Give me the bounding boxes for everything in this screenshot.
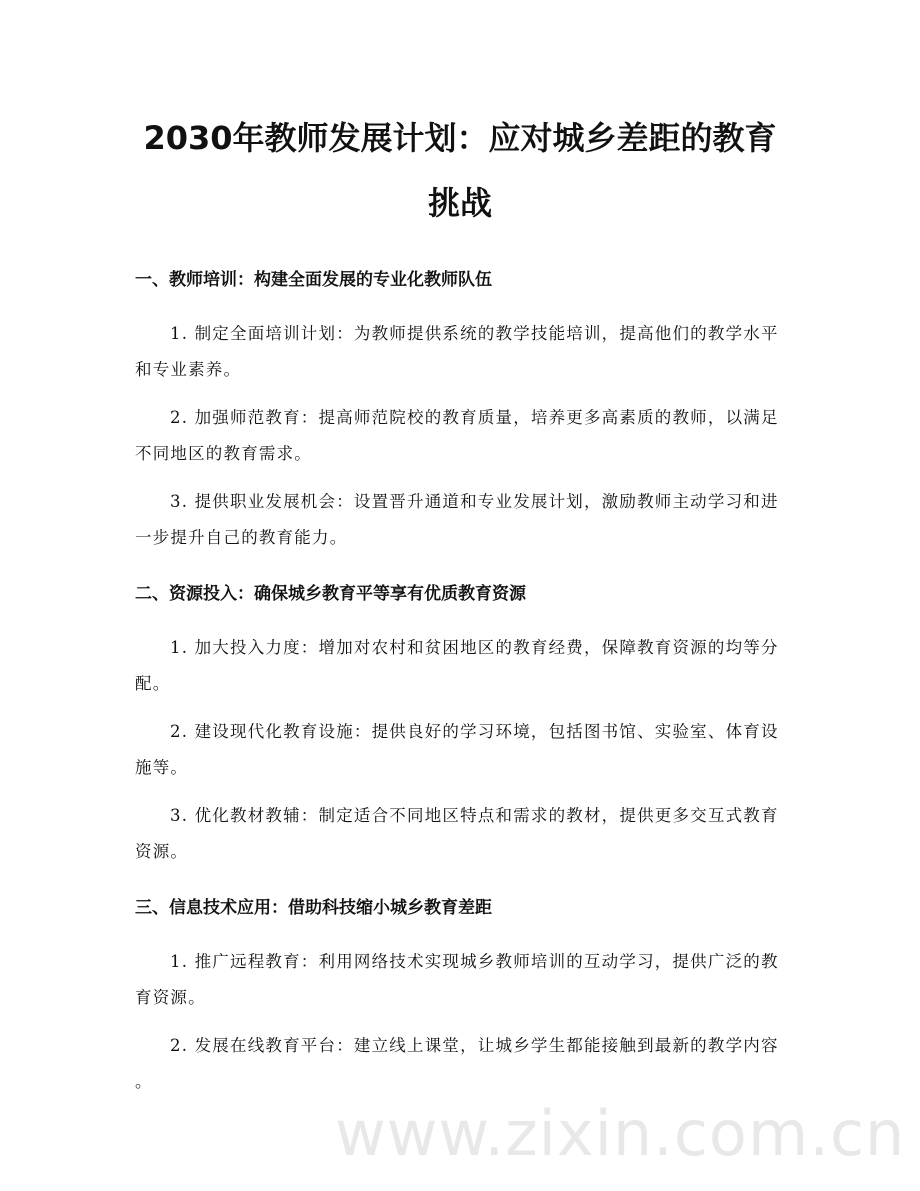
- paragraph: [135, 630, 785, 702]
- paragraph: [135, 798, 785, 870]
- document-page: [135, 0, 785, 1112]
- paragraph-line: 2. 加强师范教育：提高师范院校的教育质量，培养更多高素质的教师，以满足: [170, 408, 779, 427]
- paragraph: [135, 316, 785, 388]
- paragraph-line: 3. 提供职业发展机会：设置晋升通道和专业发展计划，激励教师主动学习和进: [170, 492, 779, 511]
- paragraph: [135, 714, 785, 786]
- paragraph-line: 3. 优化教材教辅：制定适合不同地区特点和需求的教材，提供更多交互式教育: [170, 806, 779, 825]
- paragraph: [135, 400, 785, 472]
- paragraph-line: 和专业素养。: [135, 360, 242, 379]
- paragraph-line: 1. 推广远程教育：利用网络技术实现城乡教师培训的互动学习，提供广泛的教: [170, 952, 779, 971]
- paragraph: [135, 1028, 785, 1100]
- paragraph-line: 不同地区的教育需求。: [135, 444, 312, 463]
- document-title: [135, 0, 785, 236]
- section-heading-resource-investment: 二、资源投入：确保城乡教育平等享有优质教育资源: [135, 584, 526, 604]
- paragraph-line: 2. 建设现代化教育设施：提供良好的学习环境，包括图书馆、实验室、体育设: [170, 722, 779, 741]
- paragraph-line: 1. 加大投入力度：增加对农村和贫困地区的教育经费，保障教育资源的均等分: [170, 638, 779, 657]
- paragraph-line: 2. 发展在线教育平台：建立线上课堂，让城乡学生都能接触到最新的教学内容: [170, 1036, 779, 1055]
- paragraph-line: 施等。: [135, 758, 189, 777]
- section-heading-teacher-training: 一、教师培训：构建全面发展的专业化教师队伍: [135, 270, 492, 290]
- paragraph-line: 。: [135, 1072, 153, 1091]
- paragraph-line: 配。: [135, 674, 171, 693]
- section-heading-it-application: 三、信息技术应用：借助科技缩小城乡教育差距: [135, 898, 492, 918]
- title-line: 2030年教师发展计划：应对城乡差距的教育: [143, 119, 777, 157]
- paragraph-line: 育资源。: [135, 988, 206, 1007]
- paragraph-line: 一步提升自己的教育能力。: [135, 528, 348, 547]
- paragraph: [135, 944, 785, 1016]
- paragraph-line: 资源。: [135, 842, 189, 861]
- paragraph: [135, 484, 785, 556]
- title-line: 挑战: [427, 184, 492, 222]
- watermark: www.zixin.com.cn: [335, 1097, 906, 1170]
- paragraph-line: 1. 制定全面培训计划：为教师提供系统的教学技能培训，提高他们的教学水平: [170, 324, 779, 343]
